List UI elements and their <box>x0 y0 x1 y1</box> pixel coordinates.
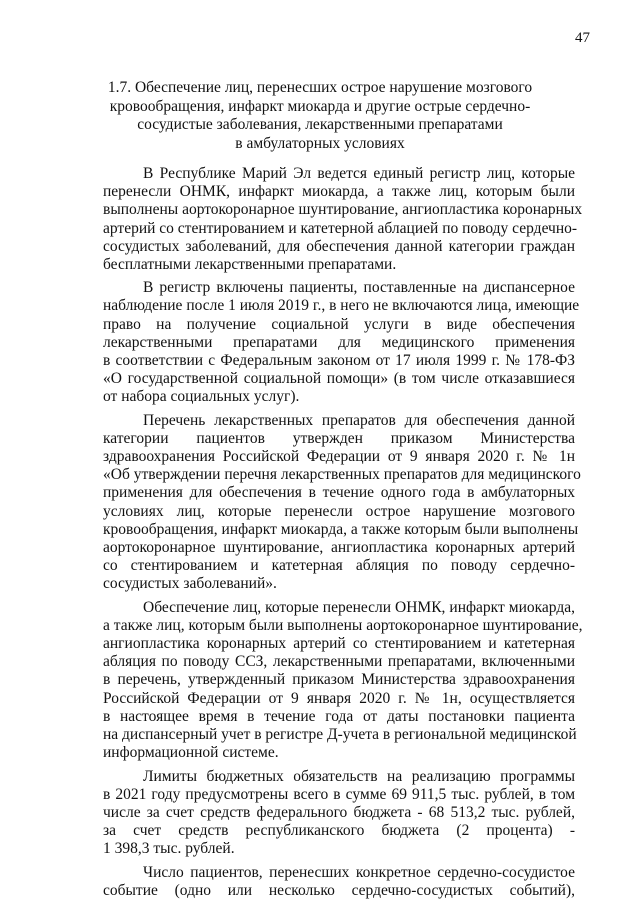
paragraph <box>103 165 583 274</box>
text-line: перенесли ОНМК, инфаркт миокарда, а также лиц, которым были <box>103 183 575 201</box>
paragraph <box>103 768 575 859</box>
text-line: Обеспечение лиц, которые перенесли ОНМК, инфаркт миокарда, <box>143 598 575 616</box>
text-line: абляция по поводу ССЗ, лекарственными препаратами, включенными <box>103 653 575 671</box>
text-line: лекарственными препаратами для медицинского применения <box>103 333 575 351</box>
text-line: сосудистых заболеваний, для обеспечения данной категории граждан <box>103 237 575 255</box>
text-line: со стентированием и катетерная абляция по поводу сердечно- <box>103 557 575 575</box>
paragraph <box>103 279 580 406</box>
text-line: наблюдение после 1 июля 2019 г., в него не включаются лица, имеющие <box>103 297 580 315</box>
text-line: за счет средств республиканского бюджета (2 процента) - <box>103 822 575 840</box>
text-line: Лимиты бюджетных обязательств на реализацию программы <box>143 767 575 785</box>
text-line: выполнены аортокоронарное шунтирование, ангиопластика коронарных <box>103 201 583 219</box>
text-line: право на получение социальной услуги в виде обеспечения <box>103 315 575 333</box>
text-line: сосудистых заболеваний». <box>103 575 277 593</box>
text-line: «О государственной социальной помощи» (в том числе отказавшиеся <box>103 370 575 388</box>
section-heading <box>100 79 540 153</box>
text-line: бесплатными лекарственными препаратами. <box>103 256 397 274</box>
text-line: категории пациентов утвержден приказом Министерства <box>103 429 575 447</box>
text-line: В Республике Марий Эл ведется единый регистр лиц, которые <box>143 165 575 182</box>
heading-line: 1.7. Обеспечение лиц, перенесших острое нарушение мозгового <box>107 79 533 96</box>
text-line: условиях лиц, которые перенесли острое нарушение мозгового <box>103 502 575 520</box>
text-line: в настоящее время в течение года от даты постановки пациента <box>103 707 575 725</box>
text-line: событие (одно или несколько сердечно-сосудистых событий), <box>103 881 575 899</box>
text-line: ангиопластика коронарных артерий со стентированием и катетерная <box>103 635 575 653</box>
text-line: в соответствии с Федеральным законом от 17 июля 1999 г. № 178-ФЗ <box>103 352 575 370</box>
text-line: аортокоронарное шунтирование, ангиопластика коронарных артерий <box>103 539 575 557</box>
text-line: Российской Федерации от 9 января 2020 г. № 1н, осуществляется <box>103 689 575 707</box>
heading-line: кровообращения, инфаркт миокарда и другие острые сердечно- <box>109 97 531 115</box>
text-line: числе за счет средств федерального бюджета - 68 513,2 тыс. рублей, <box>103 803 575 821</box>
text-line: от набора социальных услуг). <box>103 388 300 406</box>
text-line: а также лиц, которым были выполнены аортокоронарное шунтирование, <box>103 616 583 634</box>
text-line: в 2021 году предусмотрены всего в сумме 69 911,5 тыс. рублей, в том <box>103 785 575 803</box>
text-line: Число пациентов, перенесших конкретное сердечно-сосудистое <box>143 863 575 881</box>
text-line: 1 398,3 тыс. рублей. <box>103 840 235 858</box>
text-line: В регистр включены пациенты, поставленные на диспансерное <box>143 279 575 297</box>
text-line: «Об утверждении перечня лекарственных препаратов для медицинского <box>103 466 581 484</box>
heading-line: в амбулаторных условиях <box>235 134 405 152</box>
paragraph <box>103 864 575 900</box>
text-line: применения для обеспечения в течение одного года в амбулаторных <box>103 484 575 502</box>
text-line: Перечень лекарственных препаратов для обеспечения данной <box>143 411 575 429</box>
heading-line: сосудистые заболевания, лекарственными препаратами <box>137 116 503 133</box>
paragraph <box>103 411 581 594</box>
page-number: 47 <box>575 30 590 46</box>
text-line: на диспансерный учет в регистре Д-учета в региональной медицинской <box>103 726 577 744</box>
paragraph <box>103 598 583 763</box>
document-body <box>103 165 583 905</box>
text-line: информационной системе. <box>103 744 279 762</box>
text-line: артерий со стентированием и катетерной аблацией по поводу сердечно- <box>103 219 578 237</box>
text-line: в перечень, утвержденный приказом Министерства здравоохранения <box>103 671 575 689</box>
text-line: кровообращения, инфаркт миокарда, а также которым были выполнены <box>103 520 579 538</box>
text-line: здравоохранения Российской Федерации от 9 января 2020 г. № 1н <box>103 448 575 466</box>
